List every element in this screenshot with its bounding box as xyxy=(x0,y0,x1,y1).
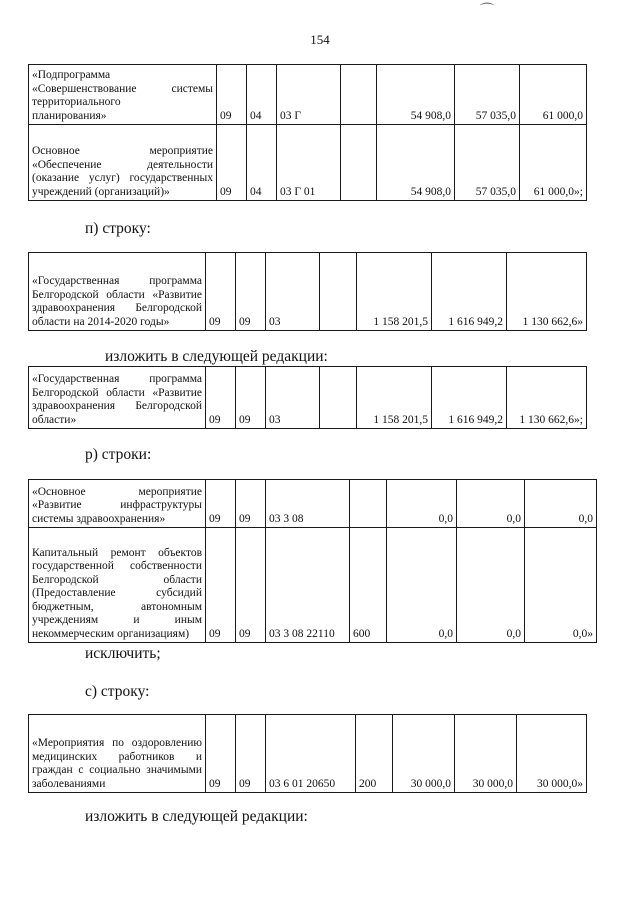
subsection-code: 04 xyxy=(247,125,277,201)
target-article-code: 03 xyxy=(266,367,320,429)
table-row xyxy=(29,367,587,429)
heading-r: р) строки: xyxy=(85,446,152,463)
handwritten-mark: ⌒ xyxy=(480,4,494,19)
row-name: «Государственная программа Белгородской области «Развитие здравоохранения Белгородской области на 2014-2020 годы» xyxy=(29,253,206,331)
amount-year-2: 1 616 949,2 xyxy=(432,367,507,429)
page-number: 154 xyxy=(310,32,330,47)
budget-table-1 xyxy=(28,64,587,201)
heading-edit-2: изложить в следующей редакции: xyxy=(85,808,308,825)
row-name: «Основное мероприятие «Развитие инфраструктуры системы здравоохранения» xyxy=(29,480,206,528)
target-article-code: 03 6 01 20650 xyxy=(266,715,356,793)
amount-year-1: 54 908,0 xyxy=(377,65,455,125)
amount-year-3: 30 000,0» xyxy=(517,715,587,793)
amount-year-3: 61 000,0 xyxy=(520,65,587,125)
amount-year-3: 0,0 xyxy=(525,480,597,528)
section-code: 09 xyxy=(206,715,236,793)
amount-year-3: 0,0» xyxy=(525,528,597,643)
table-row xyxy=(29,480,597,528)
expense-type-code xyxy=(320,367,357,429)
expense-type-code xyxy=(341,125,377,201)
subsection-code: 09 xyxy=(236,480,266,528)
expense-type-code xyxy=(320,253,357,331)
subsection-code: 09 xyxy=(236,528,266,643)
subsection-code: 09 xyxy=(236,715,266,793)
budget-table-2 xyxy=(28,252,587,331)
table-row xyxy=(29,125,587,201)
budget-table-5 xyxy=(28,714,587,793)
budget-table-4 xyxy=(28,479,597,643)
target-article-code: 03 3 08 xyxy=(266,480,350,528)
amount-year-3: 1 130 662,6»; xyxy=(507,367,587,429)
amount-year-2: 0,0 xyxy=(457,528,525,643)
amount-year-1: 0,0 xyxy=(387,480,457,528)
amount-year-3: 61 000,0»; xyxy=(520,125,587,201)
expense-type-code: 200 xyxy=(356,715,393,793)
amount-year-2: 0,0 xyxy=(457,480,525,528)
target-article-code: 03 Г xyxy=(277,65,341,125)
subsection-code: 09 xyxy=(236,253,266,331)
table-row xyxy=(29,715,587,793)
section-code: 09 xyxy=(217,65,247,125)
amount-year-2: 1 616 949,2 xyxy=(432,253,507,331)
row-name: «Государственная программа Белгородской области «Развитие здравоохранения Белгородской области» xyxy=(29,367,206,429)
amount-year-1: 1 158 201,5 xyxy=(357,253,432,331)
amount-year-1: 54 908,0 xyxy=(377,125,455,201)
section-code: 09 xyxy=(217,125,247,201)
row-name: «Подпрограмма «Совершенствование системы территориального планирования» xyxy=(29,65,217,125)
amount-year-2: 30 000,0 xyxy=(455,715,517,793)
table-row xyxy=(29,253,587,331)
section-code: 09 xyxy=(206,367,236,429)
heading-exclude: исключить; xyxy=(85,645,161,662)
heading-edit-1: изложить в следующей редакции: xyxy=(105,348,328,365)
table-row xyxy=(29,528,597,643)
target-article-code: 03 Г 01 xyxy=(277,125,341,201)
amount-year-1: 0,0 xyxy=(387,528,457,643)
table-row xyxy=(29,65,587,125)
amount-year-1: 1 158 201,5 xyxy=(357,367,432,429)
subsection-code: 09 xyxy=(236,367,266,429)
amount-year-3: 1 130 662,6» xyxy=(507,253,587,331)
heading-s: с) строку: xyxy=(85,683,150,700)
budget-table-3 xyxy=(28,366,587,429)
section-code: 09 xyxy=(206,480,236,528)
expense-type-code xyxy=(341,65,377,125)
heading-p: п) строку: xyxy=(85,220,151,237)
row-name: Основное мероприятие «Обеспечение деятельности (оказание услуг) государственных учреждений (организаций)» xyxy=(29,125,217,201)
subsection-code: 04 xyxy=(247,65,277,125)
target-article-code: 03 3 08 22110 xyxy=(266,528,350,643)
amount-year-1: 30 000,0 xyxy=(393,715,455,793)
amount-year-2: 57 035,0 xyxy=(455,65,520,125)
section-code: 09 xyxy=(206,528,236,643)
row-name: «Мероприятия по оздоровлению медицинских работников и граждан с социально значимыми заболеваниями xyxy=(29,715,206,793)
target-article-code: 03 xyxy=(266,253,320,331)
expense-type-code: 600 xyxy=(350,528,387,643)
amount-year-2: 57 035,0 xyxy=(455,125,520,201)
expense-type-code xyxy=(350,480,387,528)
row-name: Капитальный ремонт объектов государственной собственности Белгородской области (Предоставление субсидий бюджетным, автономным учреждениям и иным некоммерческим организациям) xyxy=(29,528,206,643)
section-code: 09 xyxy=(206,253,236,331)
